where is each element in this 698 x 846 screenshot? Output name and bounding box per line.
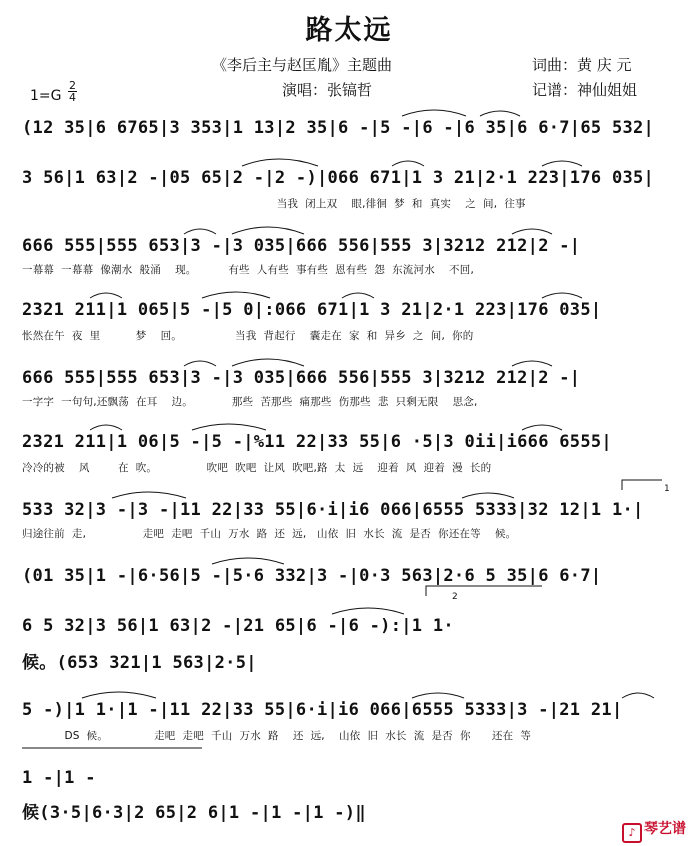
slur-marks (22, 552, 686, 568)
meter-bottom: 4 (69, 91, 76, 104)
notation-line: 2321 211|1 065|5 -|5 0|:066 671|1 3 21|2·1 223|176 035| (22, 300, 602, 320)
lyric-line: 当我 闭上双 眼,徘徊 梦 和 真实 之 间, 往事 (22, 198, 526, 210)
notation-line: 2321 211|1 06|5 -|5 -|%11 22|33 55|6 ·5|3 0ii|i666 6555| (22, 432, 612, 452)
lyric-line: 一字字 一句句,还飘荡 在耳 边。 那些 苦那些 痛那些 伤那些 悲 只剩无限 思念, (22, 396, 478, 408)
notation-line: 666 555|555 653|3 -|3 035|666 556|555 3|3212 212|2 -| (22, 236, 581, 256)
lyric-line: DS 候。 走吧 走吧 千山 万水 路 还 远, 山依 旧 水长 流 是否 你 还在 等 (22, 730, 532, 742)
transcriber-credit: 记谱：神仙姐姐 (532, 81, 638, 99)
slur-marks (22, 154, 686, 170)
slur-marks (22, 754, 686, 770)
notation-line: 候(3·5|6·3|2 65|2 6|1 -|1 -|1 -)‖ (22, 803, 366, 823)
staff-system (22, 566, 686, 586)
staff-system (22, 700, 686, 742)
lyric-line: 一幕幕 一幕幕 像潮水 般涌 现。 有些 人有些 事有些 恩有些 怨 东流河水 不回, (22, 264, 474, 276)
volta-first-label: 1 (664, 484, 670, 494)
staff-system (22, 798, 686, 823)
slur-marks (22, 686, 686, 702)
song-subtitle: 《李后主与赵匡胤》主题曲 (212, 56, 393, 74)
staff-system (22, 648, 686, 673)
watermark-text: 琴艺谱 (644, 821, 686, 837)
meter-top: 2 (69, 79, 76, 92)
staff-system (22, 300, 686, 342)
staff-system (22, 432, 686, 474)
lyric-line: 怅然在午 夜 里 梦 回。 当我 背起行 囊走在 家 和 异乡 之 间, 你的 (22, 330, 474, 342)
lyric-line: 归途往前 走, 走吧 走吧 千山 万水 路 还 远, 山依 旧 水长 流 是否 你还在等 候。 (22, 528, 517, 540)
notation-line: 5 -)|1 1·|1 -|11 22|33 55|6·i|i6 066|6555 5333|3 -|21 21| (22, 700, 623, 720)
lyric-line: 冷冷的被 风 在 吹。 吹吧 吹吧 让风 吹吧,路 太 远 迎着 风 迎着 漫 长的 (22, 462, 492, 474)
notation-line: 3 56|1 63|2 -|05 65|2 -|2 -)|066 671|1 3 21|2·1 223|176 035| (22, 168, 655, 188)
notation-line: 666 555|555 653|3 -|3 035|666 556|555 3|3212 212|2 -| (22, 368, 581, 388)
volta-second-label: 2 (452, 592, 458, 602)
staff-system (22, 592, 686, 636)
staff-system (22, 368, 686, 408)
staff-system (22, 484, 686, 540)
slur-marks (22, 222, 686, 238)
staff-system (22, 768, 686, 788)
notation-line: 533 32|3 -|3 -|11 22|33 55|6·i|i6 066|6555 5333|32 12|1 1·| (22, 500, 644, 520)
slur-marks (22, 286, 686, 302)
staff-system (22, 118, 686, 138)
singer-credit: 演唱：张镐哲 (282, 81, 373, 99)
notation-line: (01 35|1 -|6·56|5 -|5·6 332|3 -|0·3 563|2·6 5 35|6 6·7| (22, 566, 602, 586)
logo-icon: ♪ (622, 823, 642, 843)
time-signature (68, 80, 77, 103)
slur-marks (22, 602, 686, 618)
staff-system (22, 236, 686, 276)
notation-line: (12 35|6 6765|3 353|1 13|2 35|6 -|5 -|6 -|6 35|6 6·7|65 532| (22, 118, 655, 138)
slur-marks (22, 104, 686, 120)
notation-line: 1 -|1 - (22, 768, 96, 788)
staff-system (22, 168, 686, 210)
slur-marks (22, 418, 686, 434)
composer-credit: 词曲：黄 庆 元 (532, 56, 632, 74)
notation-line: 6 5 32|3 56|1 63|2 -|21 65|6 -|6 -):|1 1· (22, 616, 454, 636)
slur-marks (22, 354, 686, 370)
slur-marks (22, 486, 686, 502)
key-signature: 1=G (30, 88, 62, 104)
watermark-logo (622, 818, 686, 843)
song-title: 路太远 (305, 15, 393, 46)
notation-line: 候。(653 321|1 563|2·5| (22, 653, 257, 673)
